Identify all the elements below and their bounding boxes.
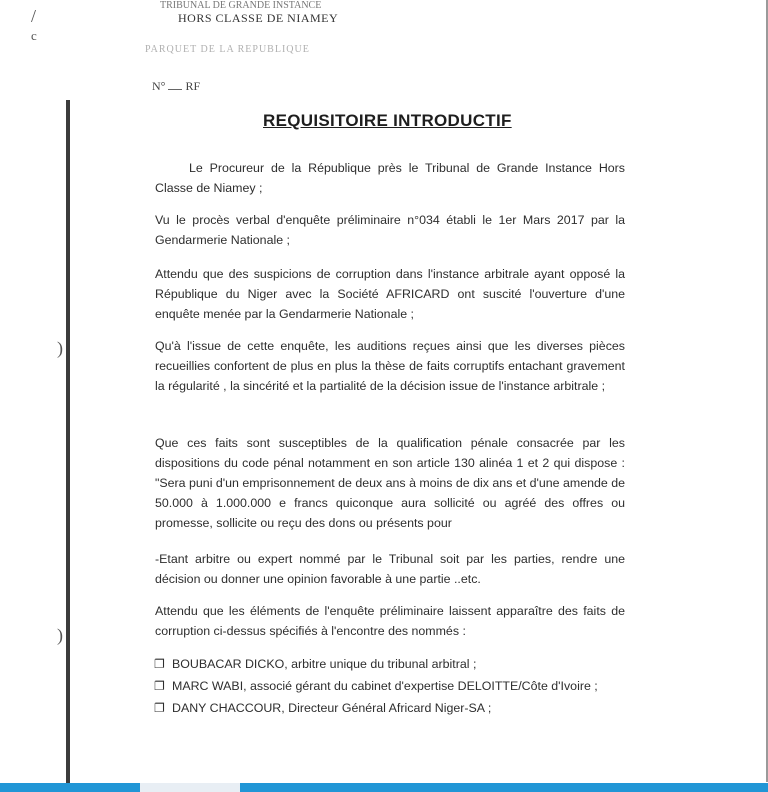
- bullet-icon: ❐: [154, 657, 165, 671]
- paragraph-proces-verbal: Vu le procès verbal d'enquête préliminaire n°034 établi le 1er Mars 2017 par la Gendarmerie Nationale ;: [155, 213, 625, 247]
- viewer-status-bar: [0, 783, 768, 792]
- bullet-icon: ❐: [154, 701, 165, 715]
- scan-mark: ): [57, 625, 63, 645]
- viewer-tab[interactable]: [140, 783, 240, 792]
- parquet-header-line: PARQUET DE LA REPUBLIQUE: [145, 44, 310, 55]
- reference-number: [152, 79, 200, 94]
- scan-mark: c: [31, 28, 37, 43]
- list-item: [150, 654, 630, 674]
- paragraph-suspicions: Attendu que des suspicions de corruption dans l'instance arbitrale ayant opposé la République du Niger avec la Société AFRICARD ont suscité l'ouverture d'une enquête menée par la Gendarmerie Nationale ;: [155, 267, 625, 321]
- accused-name: BOUBACAR DICKO, arbitre unique du tribunal arbitral ;: [172, 657, 477, 671]
- scan-mark: ): [57, 338, 63, 358]
- bullet-icon: ❐: [154, 679, 165, 693]
- paragraph-prosecutor: Le Procureur de la République près le Tribunal de Grande Instance Hors Classe de Niamey ;: [155, 161, 625, 195]
- scan-mark: /: [31, 6, 37, 26]
- paragraph-legal-qualification: Que ces faits sont susceptibles de la qualification pénale consacrée par les dispositions du code pénal notamment en son article 130 alinéa 1 et 2 qui dispose : "Sera puni d'un emprisonnement de deux ans à moins de dix ans et d'une amende de 50.000 à 1.000.000 e francs quiconque aura sollicité ou agréé des offres ou promesse, sollicite ou reçu des dons ou présents pour: [155, 436, 625, 530]
- paragraph-accused-intro: Attendu que les éléments de l'enquête préliminaire laissent apparaître des faits de corruption ci-dessus spécifiés à l'encontre des nommés :: [155, 604, 625, 638]
- accused-list: [150, 654, 630, 718]
- accused-name: MARC WABI, associé gérant du cabinet d'expertise DELOITTE/Côte d'Ivoire ;: [172, 679, 598, 693]
- reference-blank: [168, 89, 182, 90]
- scan-margin-line: [66, 100, 70, 790]
- list-item: [150, 676, 630, 696]
- document-title: REQUISITOIRE INTRODUCTIF: [263, 111, 512, 130]
- reference-prefix: N°: [152, 79, 166, 93]
- paragraph-investigation-result: Qu'à l'issue de cette enquête, les auditions reçues ainsi que les diverses pièces recueillies confortent de plus en plus la thèse de faits corruptifs entachant gravement la régularité , la sincérité et la partialité de la décision issue de l'instance arbitrale ;: [155, 339, 625, 393]
- court-header-line2: HORS CLASSE DE NIAMEY: [178, 11, 339, 25]
- paragraph-arbitrator-clause: -Etant arbitre ou expert nommé par le Tribunal soit par les parties, rendre une décision ou donner une opinion favorable à une partie ..etc.: [155, 552, 625, 586]
- court-header-line1: TRIBUNAL DE GRANDE INSTANCE: [160, 0, 322, 10]
- accused-name: DANY CHACCOUR, Directeur Général Africard Niger-SA ;: [172, 701, 492, 715]
- reference-suffix: RF: [185, 79, 201, 93]
- list-item: [150, 698, 630, 718]
